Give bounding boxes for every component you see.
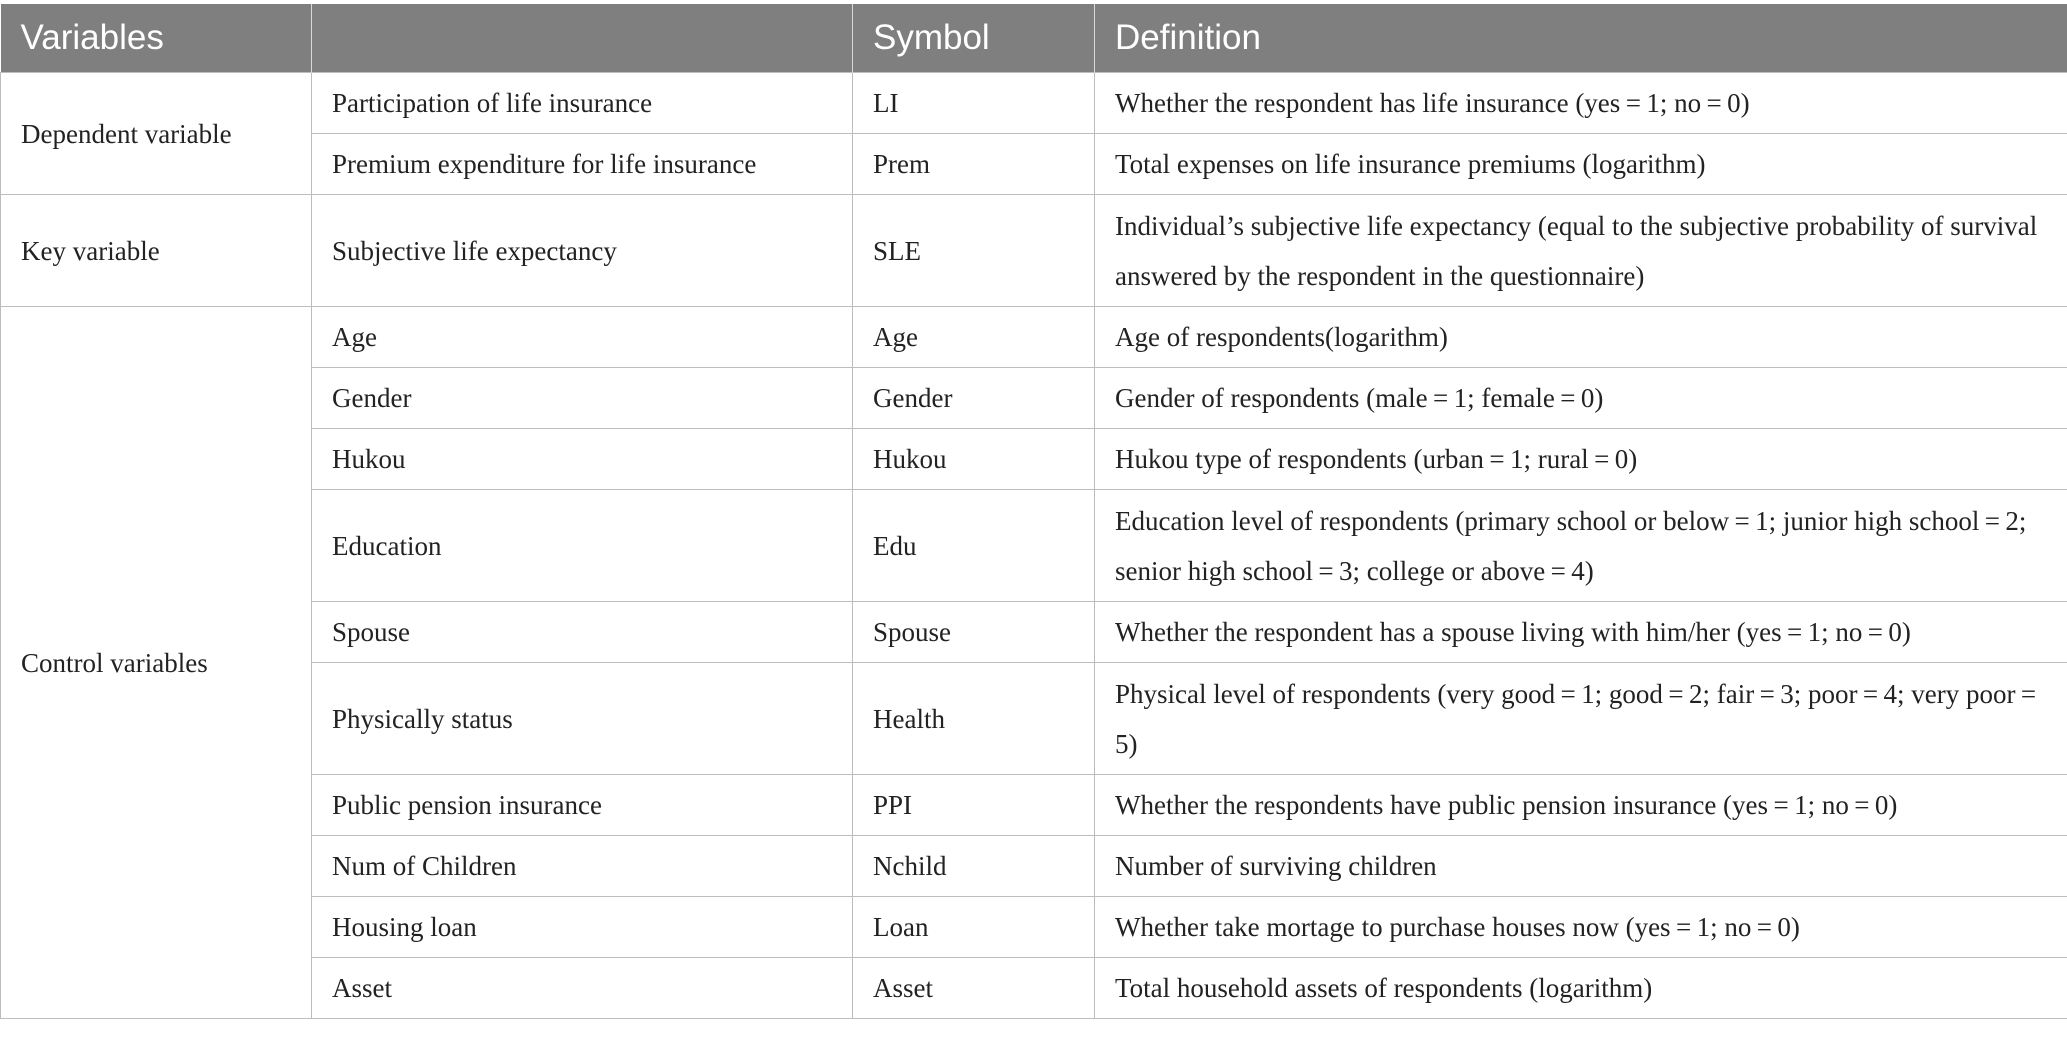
group-control: Control variables bbox=[1, 307, 312, 1019]
variable-symbol: Prem bbox=[853, 134, 1095, 195]
table-row bbox=[1, 307, 2067, 368]
variable-definition: Hukou type of respondents (urban = 1; rural = 0) bbox=[1095, 429, 2067, 490]
variable-name: Education bbox=[312, 490, 853, 602]
group-key: Key variable bbox=[1, 195, 312, 307]
header-definition: Definition bbox=[1095, 4, 2067, 73]
variable-definition: Whether the respondents have public pension insurance (yes = 1; no = 0) bbox=[1095, 775, 2067, 836]
variable-definition: Whether the respondent has a spouse living with him/her (yes = 1; no = 0) bbox=[1095, 602, 2067, 663]
header-symbol: Symbol bbox=[853, 4, 1095, 73]
variable-name: Asset bbox=[312, 958, 853, 1019]
table-row bbox=[1, 73, 2067, 134]
variable-name: Subjective life expectancy bbox=[312, 195, 853, 307]
variable-definition: Number of surviving children bbox=[1095, 836, 2067, 897]
variable-definition: Age of respondents(logarithm) bbox=[1095, 307, 2067, 368]
variable-symbol: Nchild bbox=[853, 836, 1095, 897]
table-row bbox=[1, 195, 2067, 307]
variable-definition: Physical level of respondents (very good = 1; good = 2; fair = 3; poor = 4; very poor = 5) bbox=[1095, 663, 2067, 775]
variable-definition: Gender of respondents (male = 1; female = 0) bbox=[1095, 368, 2067, 429]
variable-symbol: Hukou bbox=[853, 429, 1095, 490]
variable-definition: Whether take mortage to purchase houses now (yes = 1; no = 0) bbox=[1095, 897, 2067, 958]
variable-definition: Total expenses on life insurance premiums (logarithm) bbox=[1095, 134, 2067, 195]
variable-symbol: Loan bbox=[853, 897, 1095, 958]
variable-definition: Whether the respondent has life insurance (yes = 1; no = 0) bbox=[1095, 73, 2067, 134]
variable-name: Physically status bbox=[312, 663, 853, 775]
variable-name: Public pension insurance bbox=[312, 775, 853, 836]
variable-definition: Total household assets of respondents (logarithm) bbox=[1095, 958, 2067, 1019]
variable-name: Spouse bbox=[312, 602, 853, 663]
variable-symbol: Gender bbox=[853, 368, 1095, 429]
group-dependent: Dependent variable bbox=[1, 73, 312, 195]
variable-name: Gender bbox=[312, 368, 853, 429]
variable-symbol: Age bbox=[853, 307, 1095, 368]
variables-table bbox=[0, 4, 2067, 1019]
variable-symbol: SLE bbox=[853, 195, 1095, 307]
variable-symbol: Asset bbox=[853, 958, 1095, 1019]
header-blank bbox=[312, 4, 853, 73]
variable-symbol: PPI bbox=[853, 775, 1095, 836]
variable-symbol: LI bbox=[853, 73, 1095, 134]
variable-name: Num of Children bbox=[312, 836, 853, 897]
variable-definition: Education level of respondents (primary school or below = 1; junior high school = 2; senior high school = 3; college or above = 4) bbox=[1095, 490, 2067, 602]
variable-name: Participation of life insurance bbox=[312, 73, 853, 134]
variable-name: Age bbox=[312, 307, 853, 368]
variable-symbol: Edu bbox=[853, 490, 1095, 602]
header-row bbox=[1, 4, 2067, 73]
header-variables: Variables bbox=[1, 4, 312, 73]
variable-name: Housing loan bbox=[312, 897, 853, 958]
variable-symbol: Spouse bbox=[853, 602, 1095, 663]
variable-name: Hukou bbox=[312, 429, 853, 490]
variable-name: Premium expenditure for life insurance bbox=[312, 134, 853, 195]
variable-definition: Individual’s subjective life expectancy (equal to the subjective probability of survival answered by the respondent in the questionnaire) bbox=[1095, 195, 2067, 307]
variable-symbol: Health bbox=[853, 663, 1095, 775]
